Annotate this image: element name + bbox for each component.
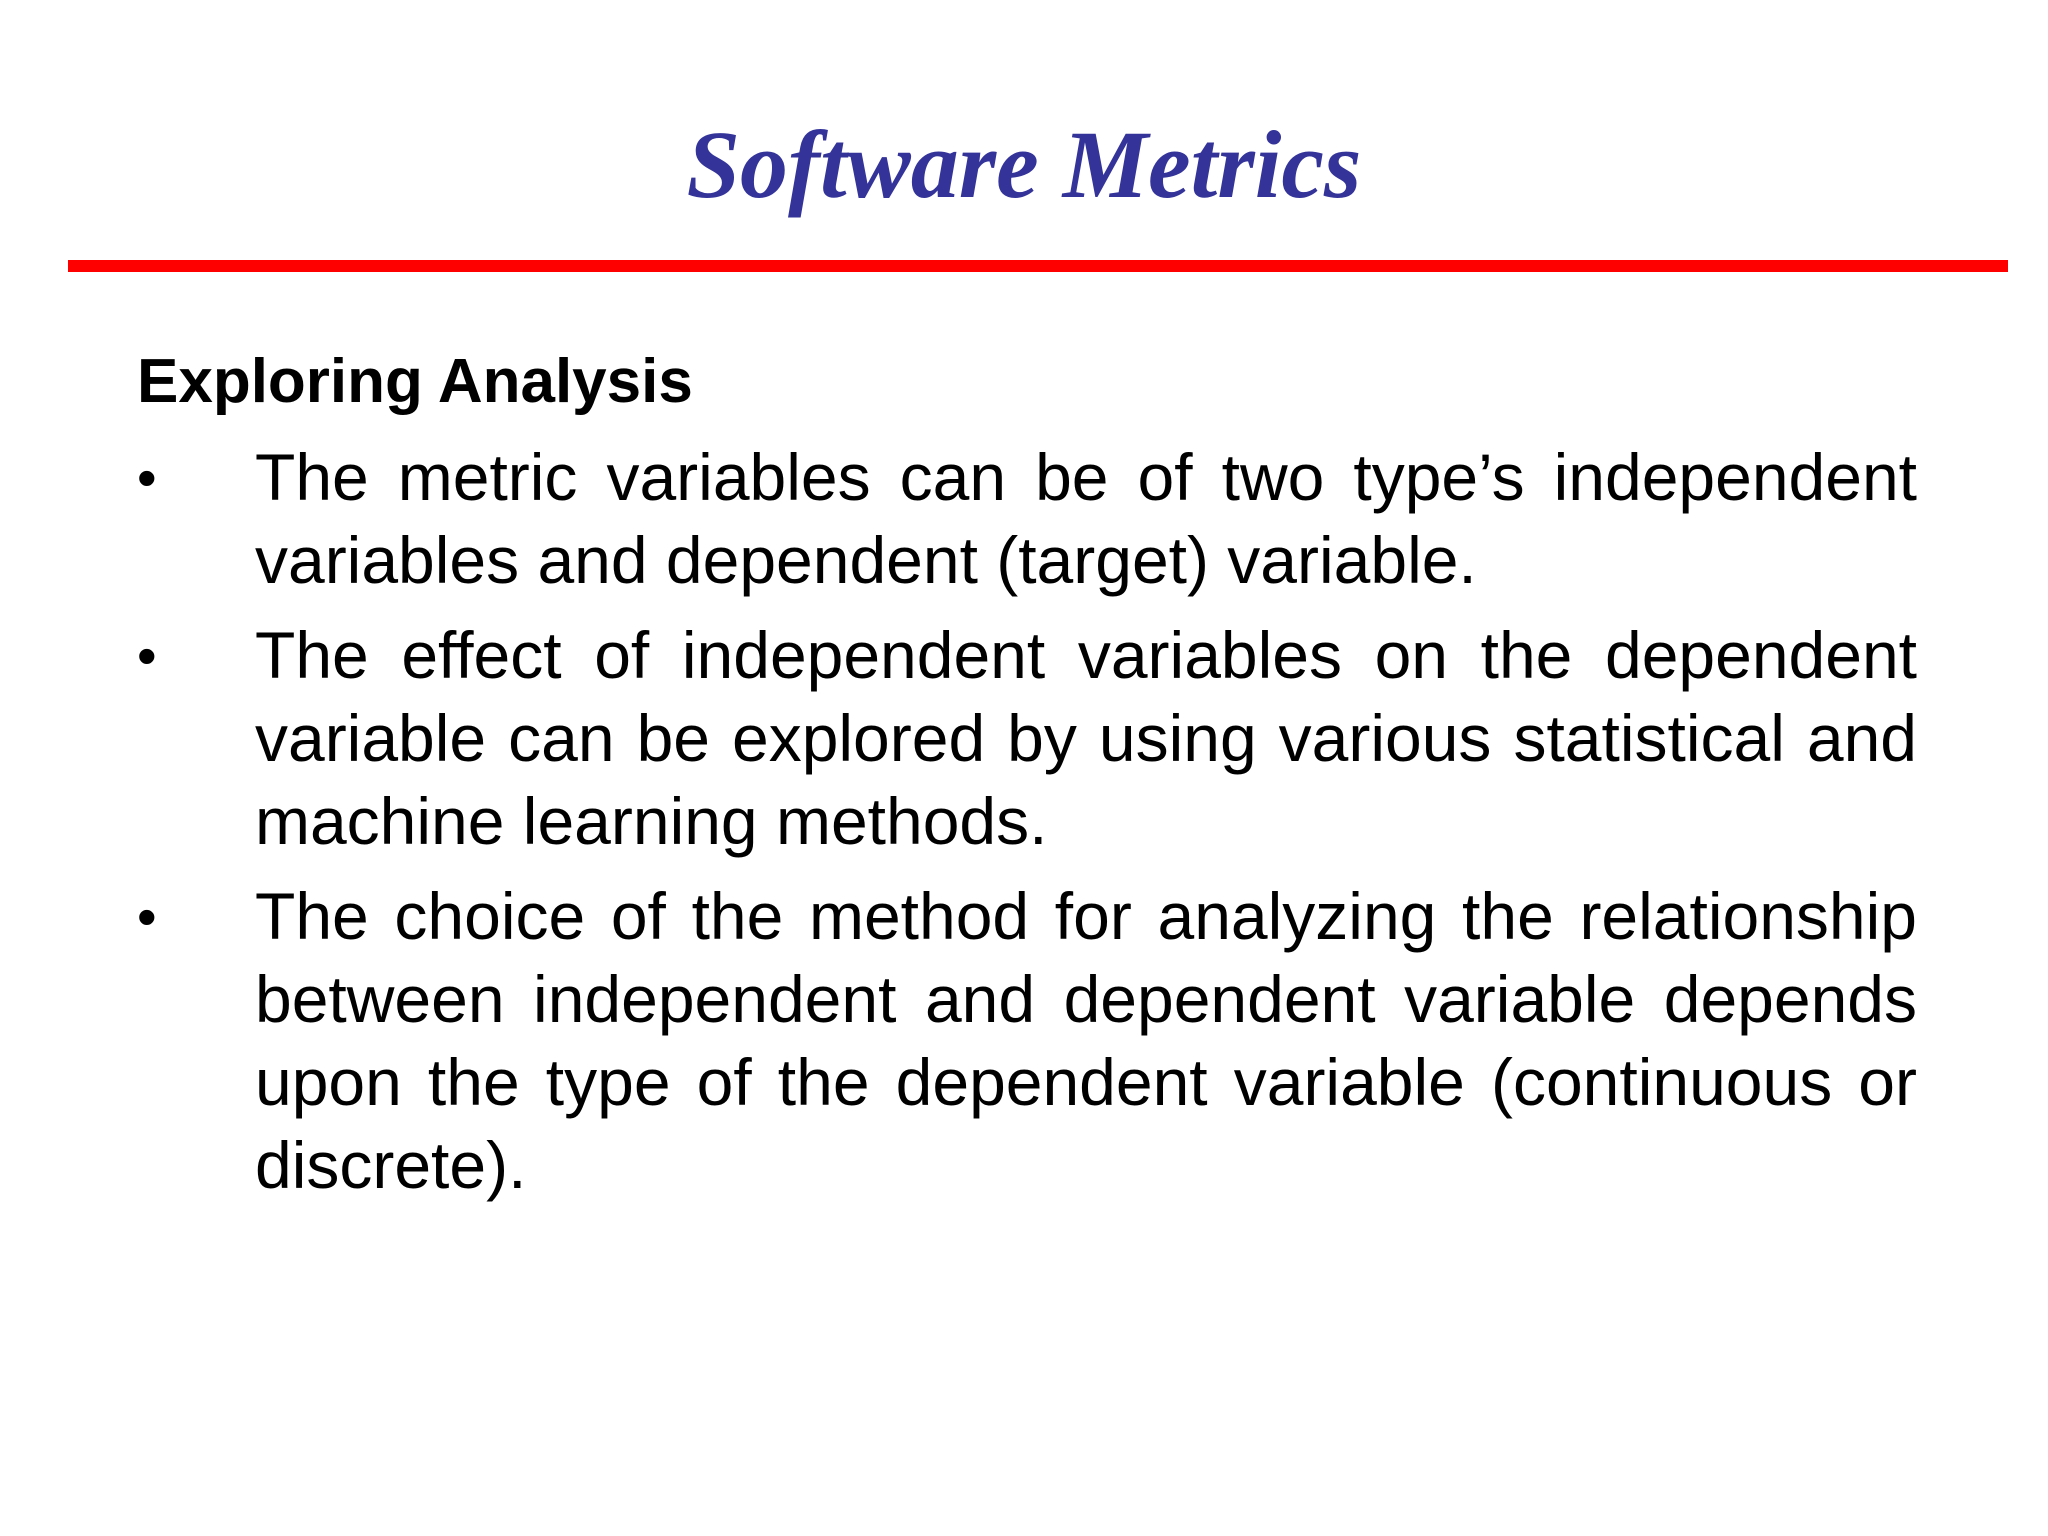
bullet-item [137, 436, 1917, 602]
bullet-dot-icon: • [137, 446, 157, 509]
bullet-dot-icon: • [137, 624, 157, 687]
bullet-list [137, 436, 1917, 1219]
bullet-item [137, 875, 1917, 1207]
bullet-dot-icon: • [137, 885, 157, 948]
bullet-item [137, 614, 1917, 863]
title-divider [68, 260, 2008, 272]
bullet-text: The effect of independent variables on the dependent variable can be explored by using various statistical and machine learning methods. [255, 618, 1917, 858]
section-heading: Exploring Analysis [137, 347, 693, 416]
bullet-text: The choice of the method for analyzing the relationship between independent and dependent variable depends upon the type of the dependent variable (continuous or discrete). [255, 879, 1917, 1202]
slide-title: Software Metrics [686, 111, 1362, 218]
bullet-text: The metric variables can be of two type’s independent variables and dependent (target) variable. [255, 440, 1917, 597]
